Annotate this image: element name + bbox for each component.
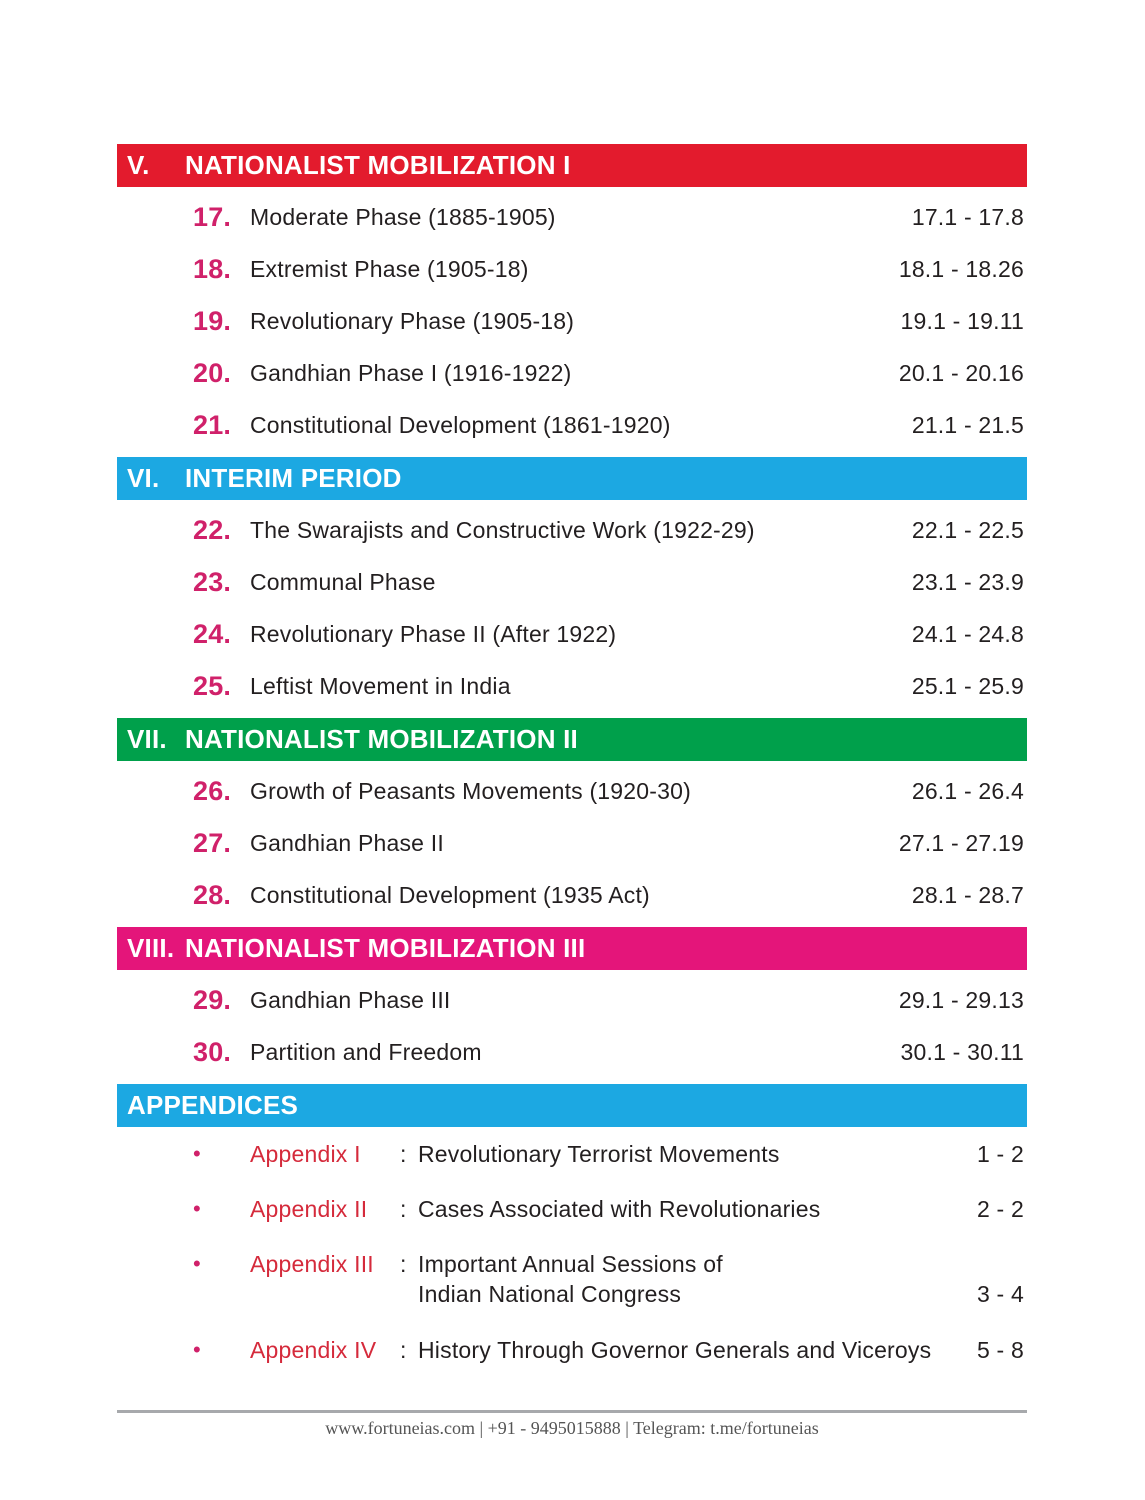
section-numeral: VIII. [127,933,175,963]
appendix-row [117,1194,1027,1249]
chapter-pages: 25.1 - 25.9 [911,672,1024,699]
chapter-row [117,765,1027,817]
appendix-description: Cases Associated with Revolutionaries [418,1196,821,1222]
section-title: NATIONALIST MOBILIZATION II [185,724,578,754]
appendix-row [117,1335,1027,1390]
bullet-icon: • [193,1141,201,1166]
chapter-pages: 24.1 - 24.8 [911,620,1024,647]
appendix-colon: : [400,1141,407,1167]
chapter-list [117,970,1027,1084]
chapter-list [117,500,1027,718]
chapter-title: Revolutionary Phase (1905-18) [250,307,575,334]
section-title: NATIONALIST MOBILIZATION III [185,933,586,963]
chapter-pages: 27.1 - 27.19 [898,829,1024,856]
chapter-number: 25. [193,670,232,701]
chapter-list [117,187,1027,457]
section-numeral: VII. [127,724,167,754]
chapter-number: 21. [193,409,232,440]
chapter-number: 20. [193,357,232,388]
chapter-row [117,869,1027,921]
appendix-description: History Through Governor Generals and Viceroys [418,1337,932,1363]
chapter-pages: 22.1 - 22.5 [911,516,1024,543]
appendix-description [418,1249,954,1309]
chapter-row [117,556,1027,608]
chapter-row [117,243,1027,295]
chapter-number: 30. [193,1036,232,1067]
appendix-row [117,1249,1027,1335]
appendix-colon: : [400,1251,407,1277]
bullet-icon: • [193,1337,201,1362]
chapter-number: 24. [193,618,232,649]
appendix-label: Appendix I [250,1141,361,1167]
section-title: INTERIM PERIOD [185,463,402,493]
chapter-title: The Swarajists and Constructive Work (1922-29) [250,516,755,543]
chapter-row [117,817,1027,869]
chapter-title: Growth of Peasants Movements (1920-30) [250,777,691,804]
chapter-number: 23. [193,566,232,597]
chapter-row [117,399,1027,451]
chapter-row [117,660,1027,712]
section-title: NATIONALIST MOBILIZATION I [185,150,571,180]
chapter-number: 18. [193,253,232,284]
section-header-vi [117,457,1027,500]
appendix-row [117,1139,1027,1194]
chapter-pages: 23.1 - 23.9 [911,568,1024,595]
chapter-number: 27. [193,827,232,858]
chapter-row [117,295,1027,347]
chapter-title: Constitutional Development (1861-1920) [250,411,671,438]
appendix-colon: : [400,1196,407,1222]
section-title: APPENDICES [127,1090,299,1120]
appendix-pages: 2 - 2 [976,1196,1024,1222]
appendix-description: Revolutionary Terrorist Movements [418,1141,780,1167]
chapter-pages: 17.1 - 17.8 [911,203,1024,230]
chapter-number: 29. [193,984,232,1015]
chapter-pages: 29.1 - 29.13 [898,986,1024,1013]
chapter-title: Gandhian Phase II [250,829,444,856]
chapter-number: 19. [193,305,232,336]
bullet-icon: • [193,1196,201,1221]
appendix-description-line2: Indian National Congress [418,1281,682,1307]
bullet-icon: • [193,1251,201,1276]
chapter-row [117,191,1027,243]
chapter-row [117,347,1027,399]
section-numeral: VI. [127,463,160,493]
appendix-description-line1: Important Annual Sessions of [418,1251,723,1277]
chapter-title: Leftist Movement in India [250,672,511,699]
chapter-list [117,761,1027,927]
footer-contact: www.fortuneias.com | +91 - 9495015888 | Telegram: t.me/fortuneias [325,1418,819,1438]
chapter-pages: 19.1 - 19.11 [900,307,1024,334]
appendix-label: Appendix III [250,1251,374,1277]
section-header-vii [117,718,1027,761]
appendix-pages: 1 - 2 [976,1141,1024,1167]
chapter-row [117,608,1027,660]
chapter-pages: 18.1 - 18.26 [898,255,1024,282]
chapter-row [117,1026,1027,1078]
appendix-list [117,1127,1027,1390]
chapter-title: Communal Phase [250,568,436,595]
chapter-title: Moderate Phase (1885-1905) [250,203,556,230]
chapter-title: Revolutionary Phase II (After 1922) [250,620,617,647]
chapter-number: 22. [193,514,232,545]
appendix-pages: 3 - 4 [976,1281,1024,1307]
section-header-v [117,144,1027,187]
appendix-colon: : [400,1337,407,1363]
appendix-pages: 5 - 8 [976,1337,1024,1363]
appendix-label: Appendix IV [250,1337,377,1363]
chapter-row [117,504,1027,556]
chapter-title: Partition and Freedom [250,1038,482,1065]
chapter-pages: 20.1 - 20.16 [898,359,1024,386]
chapter-title: Gandhian Phase III [250,986,451,1013]
section-header-appendices [117,1084,1027,1127]
chapter-pages: 28.1 - 28.7 [911,881,1024,908]
chapter-number: 26. [193,775,232,806]
appendix-label: Appendix II [250,1196,368,1222]
chapter-number: 17. [193,201,232,232]
chapter-title: Extremist Phase (1905-18) [250,255,529,282]
chapter-title: Constitutional Development (1935 Act) [250,881,650,908]
chapter-pages: 26.1 - 26.4 [911,777,1024,804]
chapter-number: 28. [193,879,232,910]
chapter-title: Gandhian Phase I (1916-1922) [250,359,572,386]
footer-divider [117,1410,1027,1413]
table-of-contents [117,144,1027,1390]
chapter-pages: 21.1 - 21.5 [911,411,1024,438]
section-numeral: V. [127,150,150,180]
section-header-viii [117,927,1027,970]
chapter-row [117,974,1027,1026]
chapter-pages: 30.1 - 30.11 [900,1038,1024,1065]
